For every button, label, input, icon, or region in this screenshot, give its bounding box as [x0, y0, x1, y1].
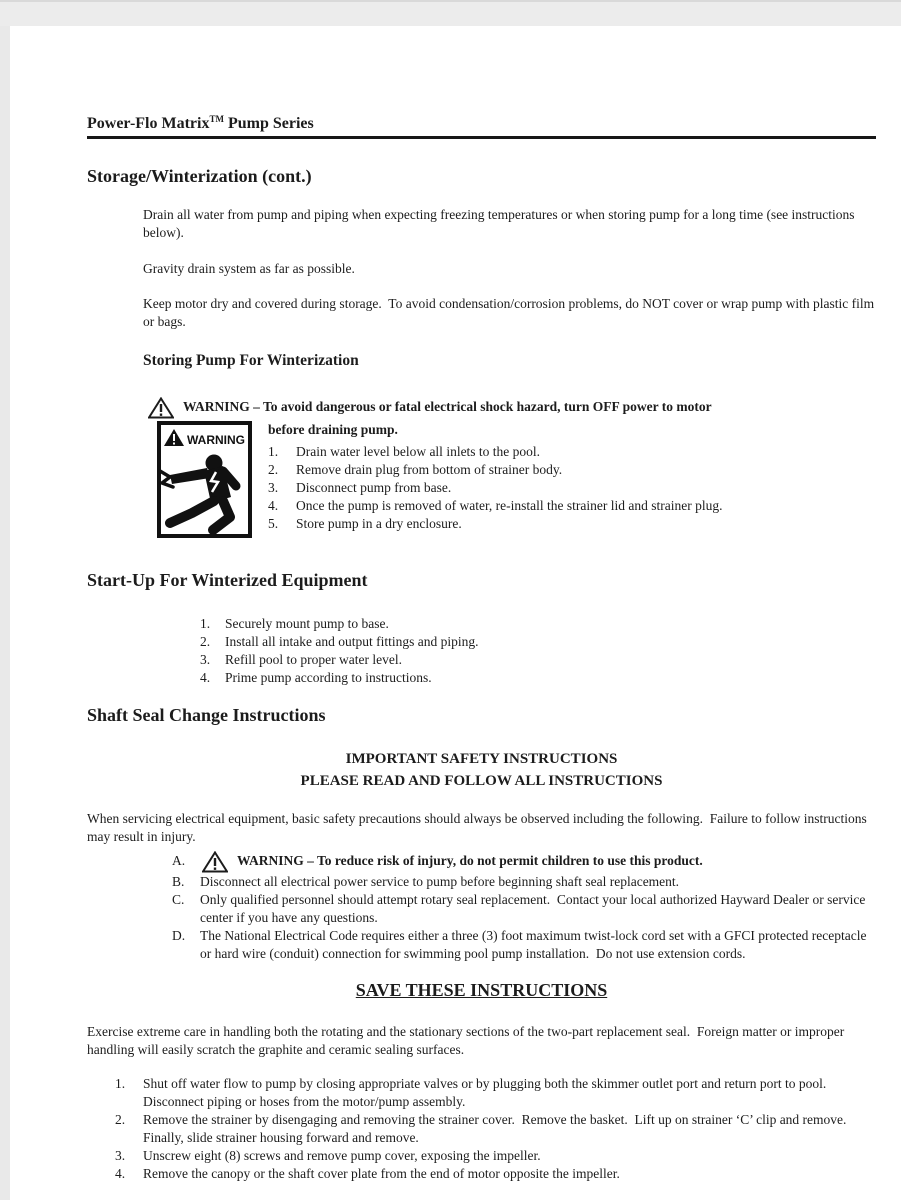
save-instructions-heading: SAVE THESE INSTRUCTIONS — [355, 980, 608, 1000]
list-item: C. Only qualified personnel should attempt rotary seal replacement. Contact your local authorized Hayward Dealer or service center if you have any questions. — [172, 892, 869, 925]
storage-paragraph-1: Drain all water from pump and piping when expecting freezing temperatures or when storing pump for a long time (see instructions below). — [143, 207, 858, 240]
safety-heading-line2: PLEASE READ AND FOLLOW ALL INSTRUCTIONS — [300, 773, 663, 789]
trademark-symbol: TM — [209, 114, 224, 124]
svg-text:WARNING: WARNING — [187, 433, 245, 447]
list-item: D. The National Electrical Code requires either a three (3) foot maximum twist-lock cord set with a GFCI protected receptacle or hard wire (conduit) connection for swimming pool pump installation. Do not use extension cords. — [172, 928, 870, 961]
warning-triangle-icon — [202, 851, 228, 873]
shaft-intro-paragraph: When servicing electrical equipment, basic safety precautions should always be observed including the following. Failure to follow instructions may result in injury. — [87, 811, 871, 844]
list-item: 2. Remove drain plug from bottom of strainer body. — [268, 462, 563, 477]
save-intro-paragraph: Exercise extreme care in handling both the rotating and the stationary sections of the two-part replacement seal. Foreign matter or improper handling will easily scratch the graphite and ceramic sealing surfaces. — [87, 1024, 848, 1057]
safety-instructions-block — [87, 748, 876, 792]
list-item: 1. Securely mount pump to base. — [200, 616, 389, 631]
warning-text-line2: before draining pump. — [268, 422, 398, 437]
subheading-storing-pump: Storing Pump For Winterization — [143, 352, 359, 369]
storage-paragraph-3: Keep motor dry and covered during storage. To avoid condensation/corrosion problems, do NOT cover or wrap pump with plastic film or bags. — [143, 296, 878, 329]
safety-heading-line1: IMPORTANT SAFETY INSTRUCTIONS — [345, 751, 618, 767]
electric-shock-hazard-image — [157, 421, 252, 538]
list-item: 4. Once the pump is removed of water, re-install the strainer lid and strainer plug. — [268, 498, 723, 513]
list-item: 3. Refill pool to proper water level. — [200, 652, 402, 667]
page-header — [87, 110, 876, 139]
item-a-warning-text: WARNING – To reduce risk of injury, do not permit children to use this product. — [237, 853, 703, 868]
list-item: 3. Unscrew eight (8) screws and remove pump cover, exposing the impeller. — [115, 1148, 541, 1163]
viewer-top-bar — [0, 0, 901, 26]
list-item: 2. Install all intake and output fittings and piping. — [200, 634, 479, 649]
list-item: 1. Shut off water flow to pump by closing appropriate valves or by plugging both the skimmer outlet port and return port to pool. Disconnect piping or hoses from the motor/pump assembly. — [115, 1076, 834, 1109]
warning-text-line1: WARNING – To avoid dangerous or fatal electrical shock hazard, turn OFF power to motor — [183, 399, 712, 414]
warning-triangle-icon — [148, 397, 174, 419]
list-item: 1. Drain water level below all inlets to the pool. — [268, 444, 541, 459]
storage-paragraph-2: Gravity drain system as far as possible. — [143, 261, 355, 276]
list-item: 4. Remove the canopy or the shaft cover plate from the end of motor opposite the impeller. — [115, 1166, 620, 1181]
list-item: 3. Disconnect pump from base. — [268, 480, 452, 495]
header-brand: Power-Flo Matrix — [87, 115, 210, 132]
warning-body — [157, 421, 876, 538]
section-heading-storage: Storage/Winterization (cont.) — [87, 166, 312, 186]
list-item: 5. Store pump in a dry enclosure. — [268, 516, 462, 531]
startup-steps-list — [200, 615, 876, 687]
list-item: B. Disconnect all electrical power service to pump before beginning shaft seal replacement. — [172, 874, 680, 889]
list-item: 4. Prime pump according to instructions. — [200, 670, 432, 685]
list-item: A. WARNING – To reduce risk of injury, do not permit children to use this product. — [172, 850, 876, 873]
warning-right-column — [268, 421, 876, 533]
safety-lettered-list — [172, 850, 876, 963]
storing-steps-list — [268, 443, 876, 533]
header-brand-rest: Pump Series — [223, 115, 314, 132]
section-heading-startup: Start-Up For Winterized Equipment — [87, 570, 368, 590]
section-heading-shaft-seal: Shaft Seal Change Instructions — [87, 705, 326, 725]
warning-statement — [148, 396, 876, 419]
seal-change-steps-list — [115, 1075, 876, 1183]
list-item: 2. Remove the strainer by disengaging and removing the strainer cover. Remove the basket. Lift up on strainer ‘C’ clip and remove. Finally, slide strainer housing forward and remove. — [115, 1112, 854, 1145]
document-page — [10, 26, 901, 1200]
